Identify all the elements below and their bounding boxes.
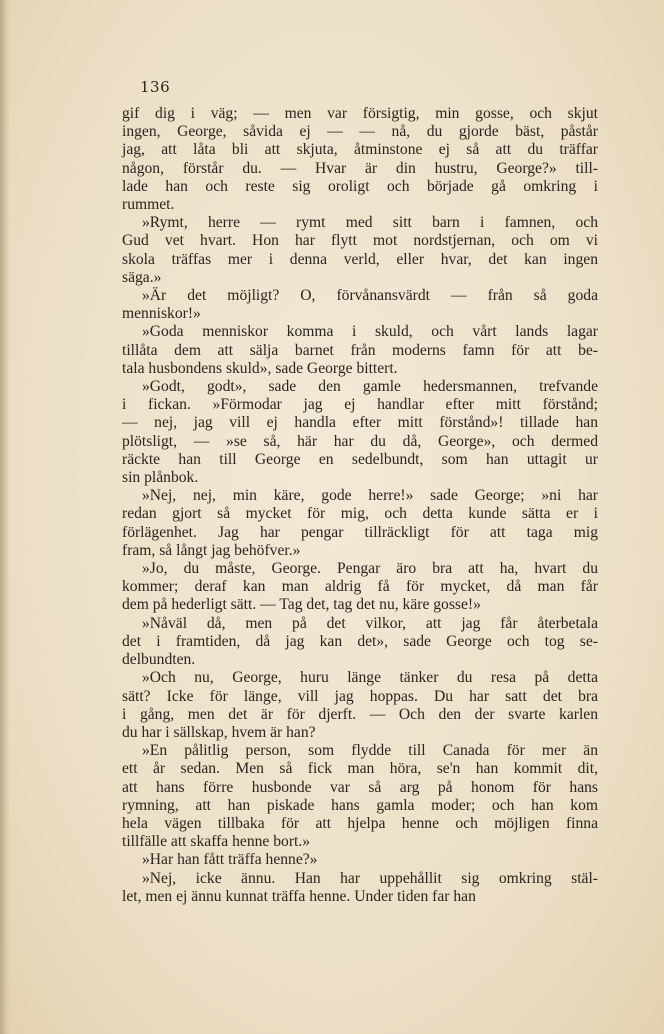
text-line: dem på hederligt sätt. — Tag det, tag det nu, käre gosse!»: [122, 596, 481, 614]
text-line: redan gjort så mycket för mig, och detta kunde sätta er i: [122, 505, 598, 523]
paragraph: [122, 870, 598, 906]
text-line: »Goda menniskor komma i skuld, och vårt lands lagar: [142, 323, 598, 341]
text-line: tillåta dem att sälja barnet från moderns famn för att be-: [122, 341, 598, 359]
text-line: gif dig i väg; — men var försigtig, min gosse, och skjut: [122, 105, 598, 122]
text-line: jag, att låta bli att skjuta, åtminstone ej så att du träffar: [122, 141, 598, 159]
page-number: 136: [140, 78, 171, 96]
text-line: plötsligt, — »se så, här har du då, George», och dermed: [122, 432, 598, 450]
text-line: någon, förstår du. — Hvar är din hustru, George?» till-: [122, 159, 598, 177]
text-line: »Och nu, George, huru länge tänker du resa på detta: [142, 669, 598, 687]
text-line: »Nej, icke ännu. Han har uppehållit sig omkring stäl-: [142, 869, 598, 887]
text-line: det i framtiden, då jag kan det», sade George och tog se-: [122, 632, 598, 650]
paragraph: [122, 287, 598, 323]
text-line: lade han och reste sig oroligt och började gå omkring i: [122, 177, 598, 195]
body-text: [122, 105, 598, 906]
text-line: rummet.: [122, 196, 175, 214]
text-line: sin plånbok.: [122, 469, 199, 487]
paragraph: [122, 214, 598, 287]
text-line: sätt? Icke för länge, vill jag hoppas. Du har satt det bra: [122, 687, 598, 705]
text-line: skola träffas mer i denna verld, eller hvar, det kan ingen: [122, 250, 598, 268]
text-line: »Är det möjligt? O, förvånansvärdt — från så goda: [142, 287, 598, 305]
text-line: räckte han till George en sedelbundt, som han uttagit ur: [122, 450, 598, 468]
text-line: ingen, George, såvida ej — — nå, du gjorde bäst, påstår: [122, 123, 598, 141]
text-line: Gud vet hvart. Hon har flytt mot nordstjernan, och om vi: [122, 232, 598, 250]
paragraph: [122, 560, 598, 615]
text-line: »Nåväl då, men på det vilkor, att jag får återbetala: [142, 614, 598, 632]
text-line: let, men ej ännu kunnat träffa henne. Under tiden far han: [122, 887, 476, 905]
paragraph: [122, 615, 598, 670]
text-line: — nej, jag vill ej handla efter mitt förstånd»! tillade han: [122, 414, 598, 432]
text-line: delbundten.: [122, 651, 196, 669]
text-line: »Rymt, herre — rymt med sitt barn i famnen, och: [142, 214, 598, 232]
text-line: ett år sedan. Men så fick man höra, se'n han kommit dit,: [122, 760, 598, 778]
paragraph: [122, 669, 598, 742]
paragraph: [122, 378, 598, 487]
text-line: kommer; deraf kan man aldrig få för mycket, då man får: [122, 578, 598, 596]
text-line: hela vägen tillbaka för att hjelpa henne och möjligen finna: [122, 814, 598, 832]
text-line: »Jo, du måste, George. Pengar äro bra att ha, hvart du: [142, 560, 598, 578]
paragraph: [122, 105, 598, 214]
paragraph: [122, 487, 598, 560]
text-line: menniskor!»: [122, 305, 201, 323]
text-line: »Godt, godt», sade den gamle hedersmannen, trefvande: [142, 378, 598, 396]
text-line: tala husbondens skuld», sade George bittert.: [122, 359, 398, 377]
text-line: säga.»: [122, 268, 162, 286]
paragraph: [122, 323, 598, 378]
text-line: att hans förre husbonde var så arg på honom för hans: [122, 778, 598, 796]
text-line: »En pålitlig person, som flydde till Canada för mer än: [142, 742, 598, 760]
text-line: i fickan. »Förmodar jag ej handlar efter mitt förstånd;: [122, 396, 598, 414]
paragraph: [122, 851, 598, 869]
text-line: tillfälle att skaffa henne bort.»: [122, 833, 311, 851]
text-line: i gång, men det är för djerft. — Och den der svarte karlen: [122, 705, 598, 723]
paragraph: [122, 742, 598, 851]
text-line: förlägenhet. Jag har pengar tillräckligt för att taga mig: [122, 523, 598, 541]
page-edge-shadow: [0, 0, 10, 1034]
text-line: »Har han fått träffa henne?»: [142, 851, 318, 869]
text-line: »Nej, nej, min käre, gode herre!» sade George; »ni har: [142, 487, 598, 505]
text-line: rymning, att han piskade hans gamla moder; och han kom: [122, 796, 598, 814]
text-line: du har i sällskap, hvem är han?: [122, 723, 316, 741]
text-line: fram, så långt jag behöfver.»: [122, 541, 301, 559]
